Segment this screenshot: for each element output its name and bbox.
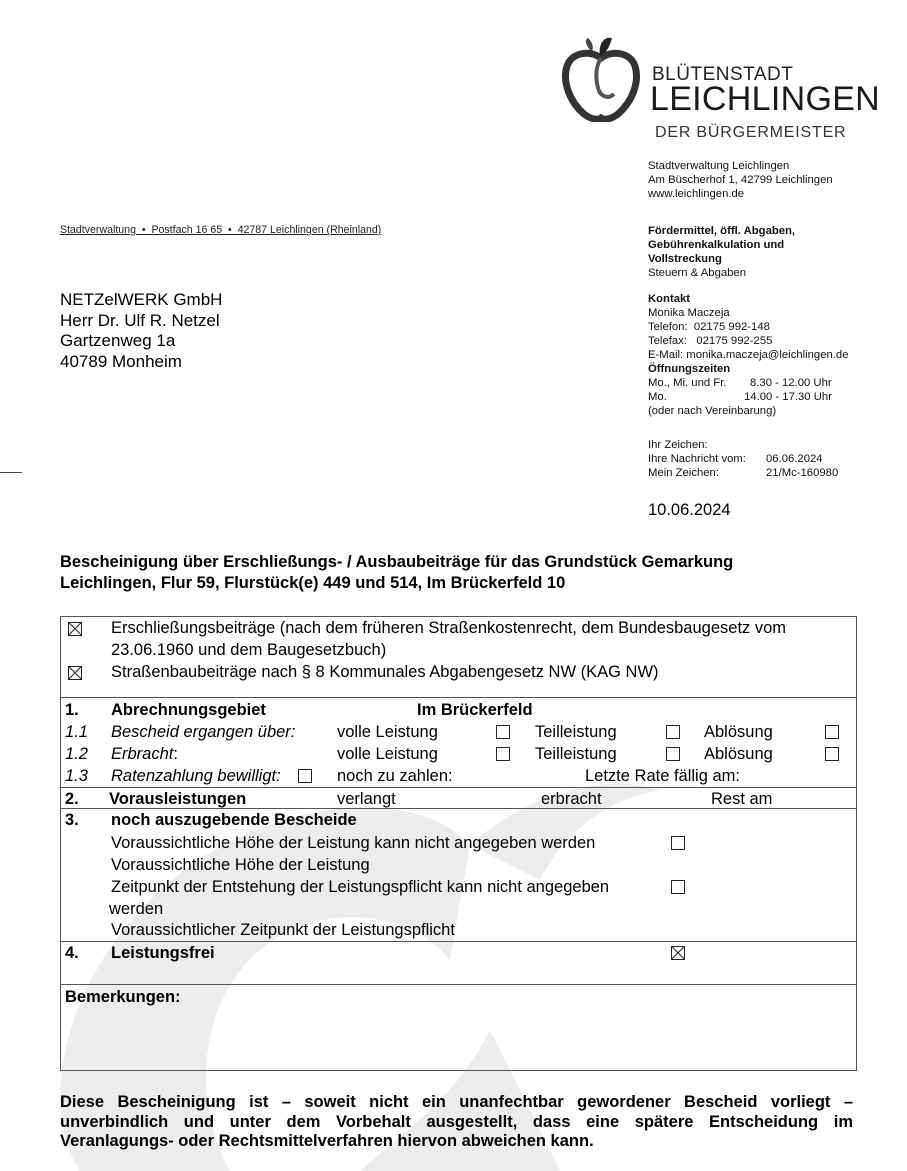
sender-block (648, 159, 833, 201)
row-1-2-full-label: volle Leistung (337, 745, 438, 763)
divider (61, 941, 856, 942)
reference-block (648, 438, 868, 480)
your-message-date: 06.06.2024 (766, 453, 823, 465)
section-2-rest: Rest am (711, 790, 773, 808)
row-1-2-number: 1.2 (65, 745, 88, 763)
section-2-number: 2. (65, 790, 79, 808)
checkbox-1-2-full[interactable] (496, 747, 510, 761)
email-label: E-Mail: (648, 349, 684, 361)
recipient-city: 40789 Monheim (60, 351, 182, 371)
hours-days: Mo. (648, 391, 667, 403)
logo-subtitle: DER BÜRGERMEISTER (655, 124, 847, 141)
row-1-2-colon: : (173, 745, 178, 763)
row-1-1-partial-label: Teilleistung (535, 723, 617, 741)
return-address: Stadtverwaltung • Postfach 16 65 • 42787 Leichlingen (Rheinland) (60, 224, 382, 236)
row-1-3-number: 1.3 (65, 767, 88, 785)
subject-line: Leichlingen, Flur 59, Flurstück(e) 449 und 514, Im Brückerfeld 10 (60, 573, 566, 592)
subject-line: Bescheinigung über Erschließungs- / Ausbaubeiträge für das Grundstück Gemarkung (60, 553, 734, 571)
row-1-2-redemption-label: Ablösung (704, 745, 773, 763)
section-4-number: 4. (65, 944, 79, 962)
divider (61, 787, 856, 788)
section-3-number: 3. (65, 811, 79, 829)
department-unit: Steuern & Abgaben (648, 267, 746, 279)
your-message-label: Ihre Nachricht vom: (648, 453, 746, 465)
recipient-address (60, 290, 222, 372)
fax-extension: 255 (753, 335, 773, 347)
checkbox-1-1-redemption[interactable] (825, 725, 839, 739)
letter-date: 10.06.2024 (648, 501, 731, 519)
disclaimer (60, 1093, 853, 1152)
sender-web: www.leichlingen.de (648, 188, 745, 200)
email-link[interactable]: monika.maczeja@leichlingen.de (686, 349, 849, 361)
checkbox-3-amount-unknown[interactable] (671, 836, 685, 850)
checkbox-1-2-redemption[interactable] (825, 747, 839, 761)
option-erschliessung-label-cont: 23.06.1960 und dem Baugesetzbuch) (111, 641, 387, 659)
disclaimer-line: Veranlagungs- oder Rechtsmittelverfahren hiervon abweichen kann. (60, 1132, 594, 1150)
fax-label: Telefax: (648, 335, 687, 347)
logo-city-name: LEICHLINGEN (650, 80, 881, 118)
section-3-item-a: Voraussichtliche Höhe der Leistung kann nicht angegeben werden (111, 834, 596, 852)
hours-row (648, 390, 848, 404)
row-1-2-partial-label: Teilleistung (535, 745, 617, 763)
checkbox-1-1-partial[interactable] (666, 725, 680, 739)
certificate-form (60, 616, 857, 1071)
section-3-item-c: Zeitpunkt der Entstehung der Leistungspflicht kann nicht angegeben (111, 878, 610, 896)
checkbox-1-3-installments[interactable] (298, 769, 312, 783)
your-message-row (648, 452, 868, 466)
divider (61, 984, 856, 985)
checkbox-1-2-partial[interactable] (666, 747, 680, 761)
section-4-label: Leistungsfrei (111, 944, 215, 962)
divider (61, 697, 856, 698)
row-1-1-number: 1.1 (65, 723, 88, 741)
sender-street: Am Büscherhof 1, 42799 Leichlingen (648, 174, 833, 186)
contact-heading: Kontakt (648, 293, 691, 305)
row-1-2-label-text: Erbracht (111, 745, 174, 763)
checkbox-strassenbau-checked[interactable] (68, 666, 82, 680)
row-1-3-last-rate-label: Letzte Rate fällig am: (585, 767, 740, 785)
option-strassenbau-label: Straßenbaubeiträge nach § 8 Kommunales Abgabengesetz NW (KAG NW) (111, 663, 659, 681)
department-line: Vollstreckung (648, 253, 722, 265)
fold-mark (0, 472, 22, 473)
recipient-company: NETZelWERK GmbH (60, 290, 223, 309)
contact-email (648, 348, 848, 362)
section-3-item-d: Voraussichtlicher Zeitpunkt der Leistungspflicht (111, 921, 455, 939)
contact-fax (648, 334, 848, 348)
row-1-1-label: Bescheid ergangen über: (111, 723, 296, 741)
subject-heading (60, 552, 733, 593)
sender-name: Stadtverwaltung Leichlingen (648, 160, 790, 172)
phone-label: Telefon: (648, 321, 688, 333)
section-1-label: Abrechnungsgebiet (111, 701, 266, 719)
hours-days: Mo., Mi. und Fr. (648, 377, 727, 389)
section-3-item-c-cont: werden (109, 900, 164, 918)
checkbox-4-exempt-checked[interactable] (671, 946, 685, 960)
hours-heading: Öffnungszeiten (648, 363, 731, 375)
checkbox-3-date-unknown[interactable] (671, 880, 685, 894)
your-reference-label: Ihr Zeichen: (648, 439, 708, 451)
section-2-requested: verlangt (337, 790, 396, 808)
disclaimer-line: Diese Bescheinigung ist – soweit nicht ein unanfechtbar gewordener Bescheid vorliegt – (60, 1093, 853, 1111)
my-reference-value: 21/Mc-160980 (766, 467, 839, 479)
fax-prefix: 02175 992- (696, 335, 754, 347)
phone-prefix: 02175 992- (693, 321, 752, 333)
department-line: Gebührenkalkulation und (648, 239, 785, 251)
recipient-person: Herr Dr. Ulf R. Netzel (60, 310, 220, 330)
department-block (648, 224, 795, 280)
recipient-street: Gartzenweg 1a (60, 331, 176, 350)
phone-extension: 148 (751, 321, 770, 333)
disclaimer-line: unverbindlich und unter dem Vorbehalt ausgestellt, dass eine spätere Entscheidung im (60, 1112, 853, 1131)
remarks-label: Bemerkungen: (65, 988, 181, 1006)
option-erschliessung-label: Erschließungsbeiträge (nach dem früheren Straßenkostenrecht, dem Bundesbaugesetz vom (111, 619, 787, 637)
hours-note: (oder nach Vereinbarung) (648, 405, 777, 417)
section-3-label: noch auszugebende Bescheide (111, 811, 357, 829)
row-1-3-label: Ratenzahlung bewilligt: (111, 767, 281, 785)
contact-block (648, 292, 848, 418)
row-1-1-redemption-label: Ablösung (704, 723, 773, 741)
my-reference-label: Mein Zeichen: (648, 467, 719, 479)
row-1-1-full-label: volle Leistung (337, 723, 438, 741)
section-3-item-b: Voraussichtliche Höhe der Leistung (111, 856, 370, 874)
section-1-value: Im Brückerfeld (417, 701, 533, 719)
section-2-paid: erbracht (541, 790, 602, 808)
hours-row (648, 376, 848, 390)
my-reference-row (648, 466, 868, 480)
section-2-label: Vorausleistungen (109, 790, 247, 808)
row-1-3-outstanding-label: noch zu zahlen: (337, 767, 453, 785)
contact-name: Monika Maczeja (648, 307, 730, 319)
checkbox-erschliessung-checked[interactable] (68, 622, 82, 636)
row-1-2-label (111, 745, 178, 764)
logo-tagline: BLÜTENSTADT (652, 64, 794, 85)
hours-time: 14.00 - 17.30 Uhr (744, 391, 832, 403)
contact-phone (648, 320, 848, 334)
hours-time: 8.30 - 12.00 Uhr (750, 377, 832, 389)
department-line: Fördermittel, öffl. Abgaben, (648, 225, 796, 237)
apple-logo-icon (562, 36, 640, 122)
checkbox-1-1-full[interactable] (496, 725, 510, 739)
section-1-number: 1. (65, 701, 79, 719)
